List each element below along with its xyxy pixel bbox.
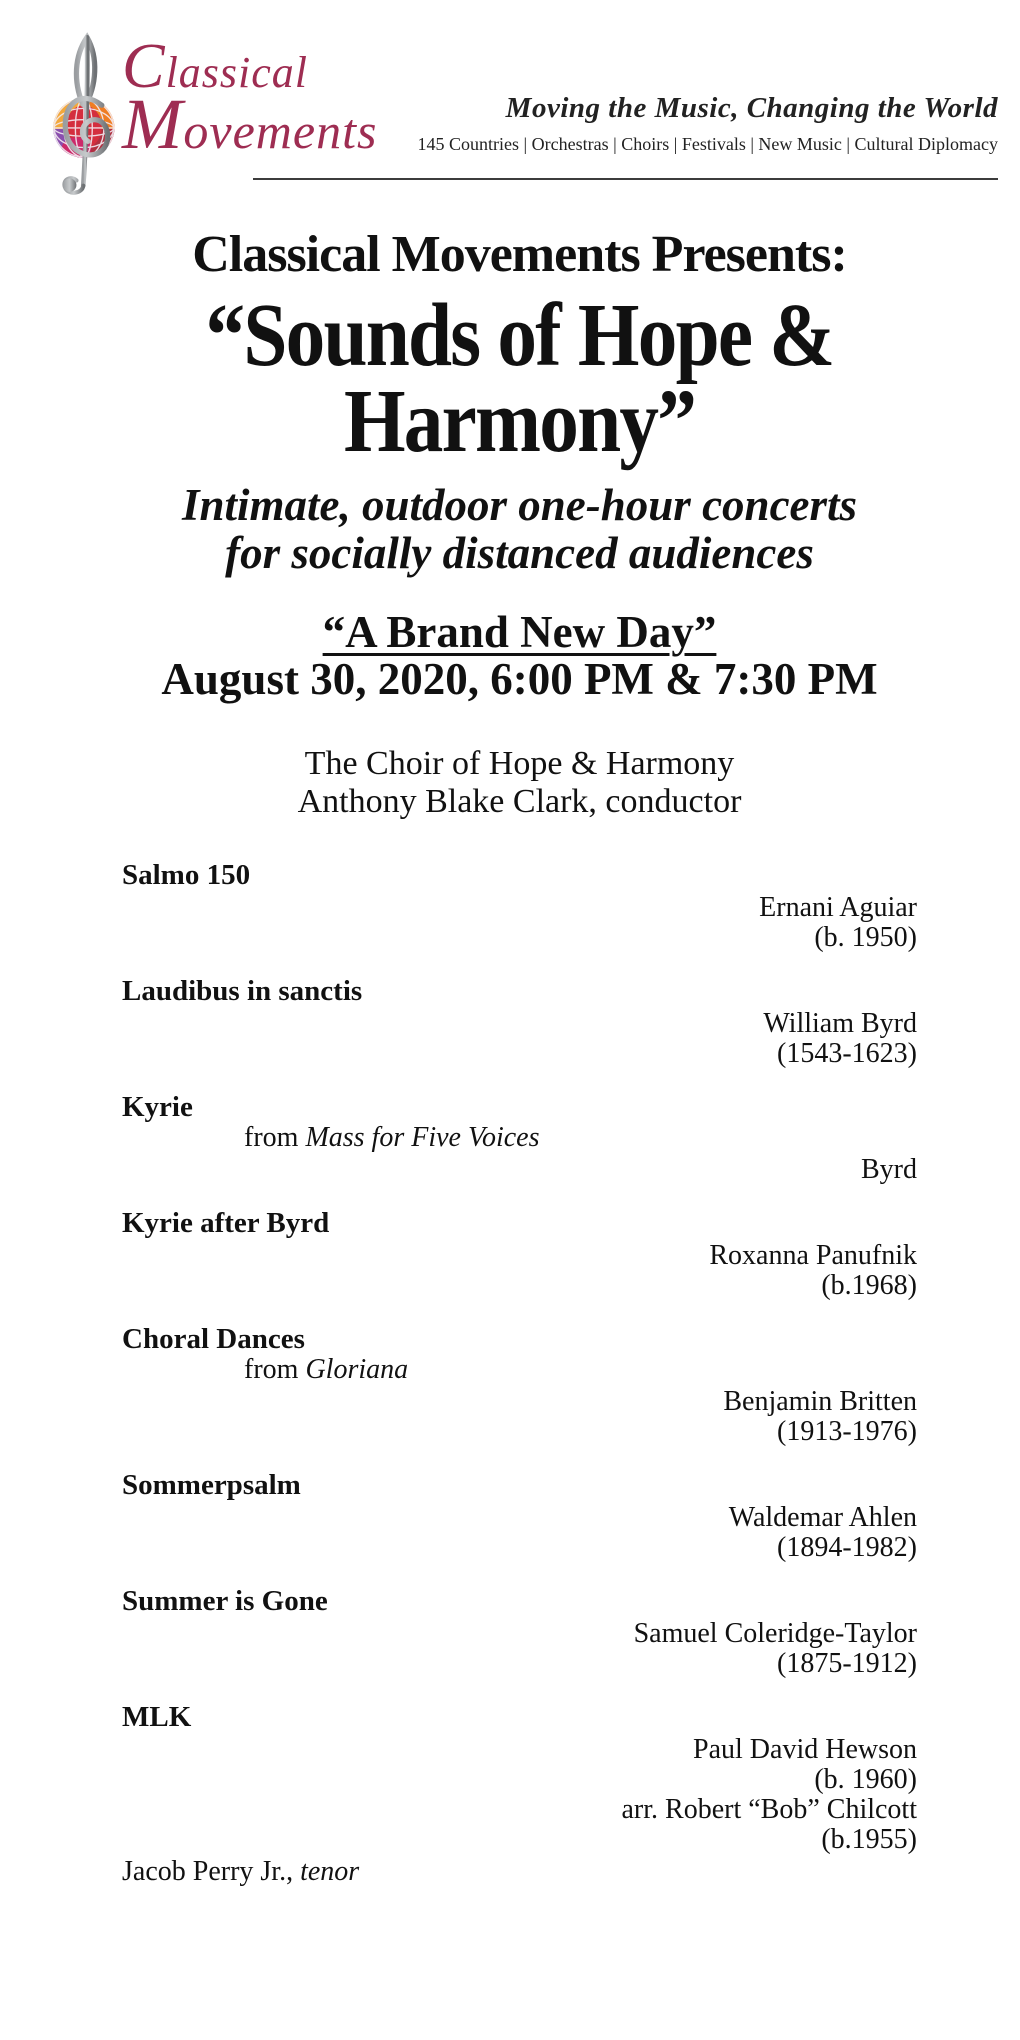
composer-line: (b.1955) (821, 1824, 917, 1855)
program-list (122, 859, 917, 1887)
program-entry (122, 1091, 917, 1185)
conductor-name: Anthony Blake Clark, conductor (297, 783, 742, 820)
logo-word-movements: Movements (122, 82, 378, 164)
concert-series-title-line1: “Sounds of Hope & (205, 286, 834, 385)
event-block (122, 609, 917, 703)
program-entry (122, 1207, 917, 1301)
composer-line: Samuel Coleridge-Taylor (633, 1618, 917, 1649)
event-name (122, 609, 917, 656)
program-entry (122, 1701, 917, 1887)
piece-subtitle-prefix: from (244, 1122, 306, 1153)
composer-block (122, 1009, 917, 1069)
program-entry (122, 975, 917, 1069)
tagline-block (418, 92, 998, 155)
composer-block (122, 1155, 917, 1185)
event-name-text: “A Brand New Day” (322, 607, 717, 657)
composer-line: (1894-1982) (777, 1532, 917, 1563)
content-column (122, 226, 917, 1887)
concert-series-title-line2: Harmony” (343, 372, 696, 471)
composer-block (122, 1241, 917, 1301)
performer-line (122, 1857, 917, 1887)
composer-line: (b. 1950) (814, 922, 917, 953)
company-subtagline: 145 Countries | Orchestras | Choirs | Festivals | New Music | Cultural Diplomacy (417, 134, 998, 154)
ensemble-name: The Choir of Hope & Harmony (304, 745, 735, 782)
composer-line: (1543-1623) (777, 1038, 917, 1069)
composer-line: Ernani Aguiar (759, 892, 917, 923)
performer-name: Jacob Perry Jr., (122, 1856, 301, 1887)
composer-line: (b.1968) (821, 1270, 917, 1301)
performer-role: tenor (300, 1856, 360, 1887)
piece-title: Summer is Gone (122, 1585, 328, 1617)
piece-title: Kyrie (122, 1091, 193, 1123)
header (0, 0, 1020, 198)
composer-line: Byrd (861, 1154, 917, 1185)
piece-title: MLK (122, 1701, 192, 1733)
program-entry (122, 1585, 917, 1679)
piece-title: Choral Dances (122, 1323, 305, 1355)
piece-title: Kyrie after Byrd (122, 1207, 330, 1239)
composer-block (122, 1503, 917, 1563)
composer-line: Roxanna Panufnik (709, 1240, 917, 1271)
piece-subtitle-work: Gloriana (305, 1354, 409, 1385)
header-divider (253, 178, 998, 180)
composer-line: Waldemar Ahlen (728, 1502, 917, 1533)
event-datetime: August 30, 2020, 6:00 PM & 7:30 PM (161, 654, 878, 704)
composer-line: Benjamin Britten (723, 1386, 917, 1417)
presents-heading: Classical Movements Presents: (192, 226, 847, 283)
piece-subtitle (122, 1355, 917, 1385)
composer-line: arr. Robert “Bob” Chilcott (621, 1794, 917, 1825)
classical-movements-logo (50, 28, 124, 198)
program-entry (122, 1323, 917, 1447)
composer-line: (1875-1912) (777, 1648, 917, 1679)
logo-word-classical: Classical (122, 30, 309, 101)
piece-title: Salmo 150 (122, 859, 251, 891)
piece-subtitle (122, 1123, 917, 1153)
series-subtitle (122, 481, 917, 577)
series-subtitle-line2: for socially distanced audiences (225, 528, 814, 578)
composer-block (122, 1387, 917, 1447)
composer-line: (1913-1976) (777, 1416, 917, 1447)
piece-title: Laudibus in sanctis (122, 975, 363, 1007)
program-entry (122, 859, 917, 953)
composer-line: Paul David Hewson (693, 1734, 917, 1765)
piece-subtitle-work: Mass for Five Voices (305, 1122, 540, 1153)
concert-series-title (170, 286, 870, 471)
logo-wordmark (122, 30, 378, 164)
composer-block (122, 1735, 917, 1855)
composer-block (122, 893, 917, 953)
series-subtitle-line1: Intimate, outdoor one-hour concerts (181, 480, 858, 530)
piece-title: Sommerpsalm (122, 1469, 301, 1501)
composer-line: William Byrd (763, 1008, 917, 1039)
company-tagline: Moving the Music, Changing the World (505, 92, 998, 124)
composer-line: (b. 1960) (814, 1764, 917, 1795)
piece-subtitle-prefix: from (244, 1354, 306, 1385)
program-entry (122, 1469, 917, 1563)
composer-block (122, 1619, 917, 1679)
ensemble-block (122, 745, 917, 821)
